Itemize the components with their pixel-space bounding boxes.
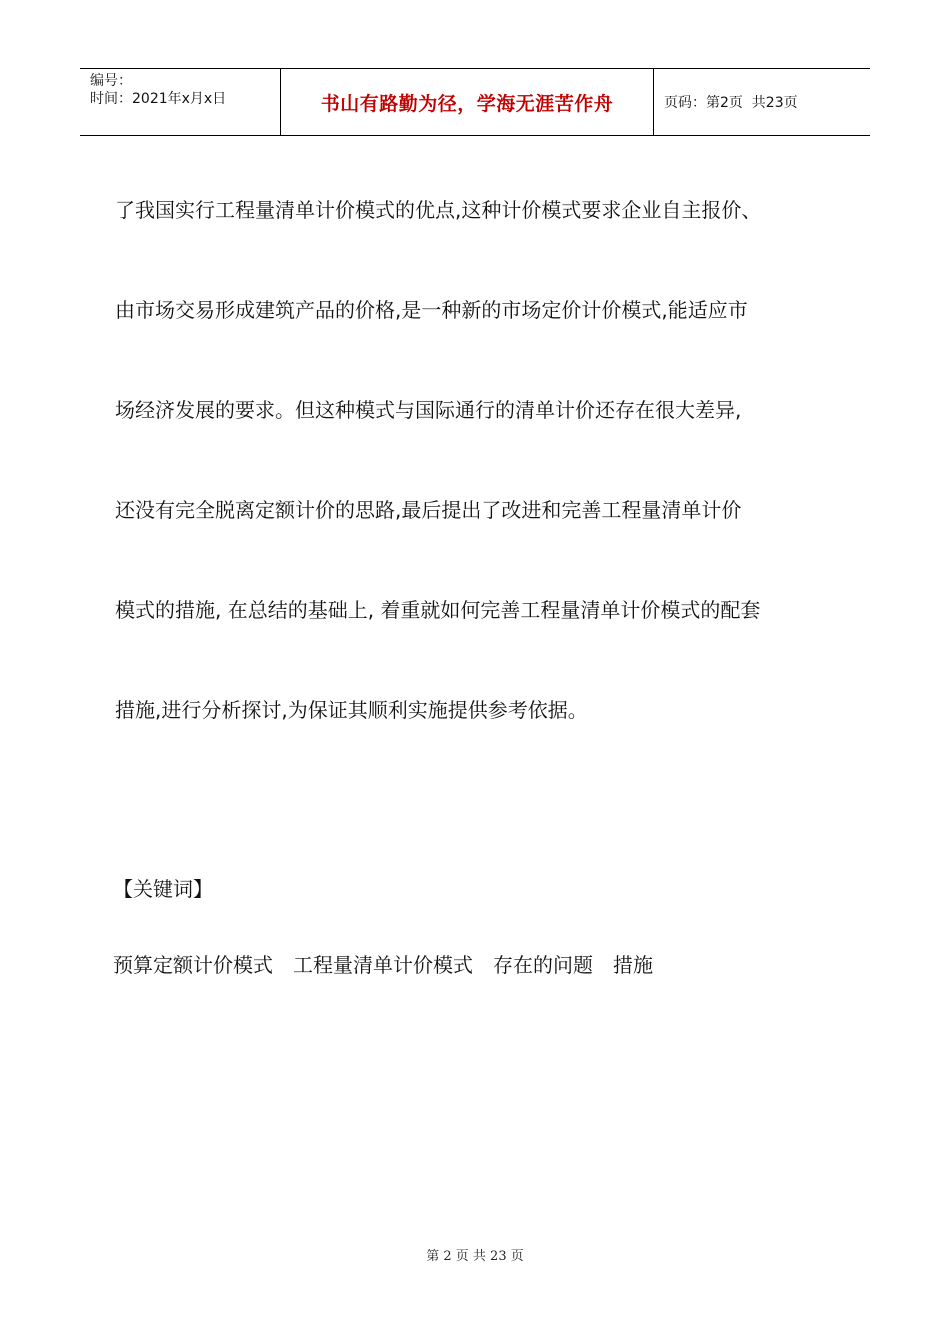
body-line: 了我国实行工程量清单计价模式的优点,这种计价模式要求企业自主报价、 <box>115 198 762 222</box>
time-label: 时间：2021年x月x日 <box>90 91 227 107</box>
keywords-list <box>113 949 673 978</box>
page-info: 页码：第2页 共23页 <box>664 95 798 111</box>
keywords-heading: 【关键词】 <box>113 877 213 901</box>
keyword-item: 存在的问题 <box>493 953 593 977</box>
number-label: 编号： <box>90 73 132 89</box>
document-header <box>80 68 870 136</box>
keyword-item: 工程量清单计价模式 <box>293 953 473 977</box>
header-meta-cell <box>80 69 281 135</box>
body-line: 由市场交易形成建筑产品的价格,是一种新的市场定价计价模式,能适应市 <box>115 298 748 322</box>
page-footer: 第 2 页 共 23 页 <box>426 1249 524 1264</box>
body-line: 场经济发展的要求。但这种模式与国际通行的清单计价还存在很大差异, <box>115 398 742 422</box>
body-line: 模式的措施, 在总结的基础上, 着重就如何完善工程量清单计价模式的配套 <box>115 598 761 622</box>
body-line: 措施,进行分析探讨,为保证其顺利实施提供参考依据。 <box>115 698 588 722</box>
abstract-body <box>115 160 860 760</box>
keyword-item: 预算定额计价模式 <box>113 953 273 977</box>
body-line: 还没有完全脱离定额计价的思路,最后提出了改进和完善工程量清单计价 <box>115 498 742 522</box>
motto: 书山有路勤为径，学海无涯苦作舟 <box>281 69 654 135</box>
keyword-item: 措施 <box>613 953 653 977</box>
